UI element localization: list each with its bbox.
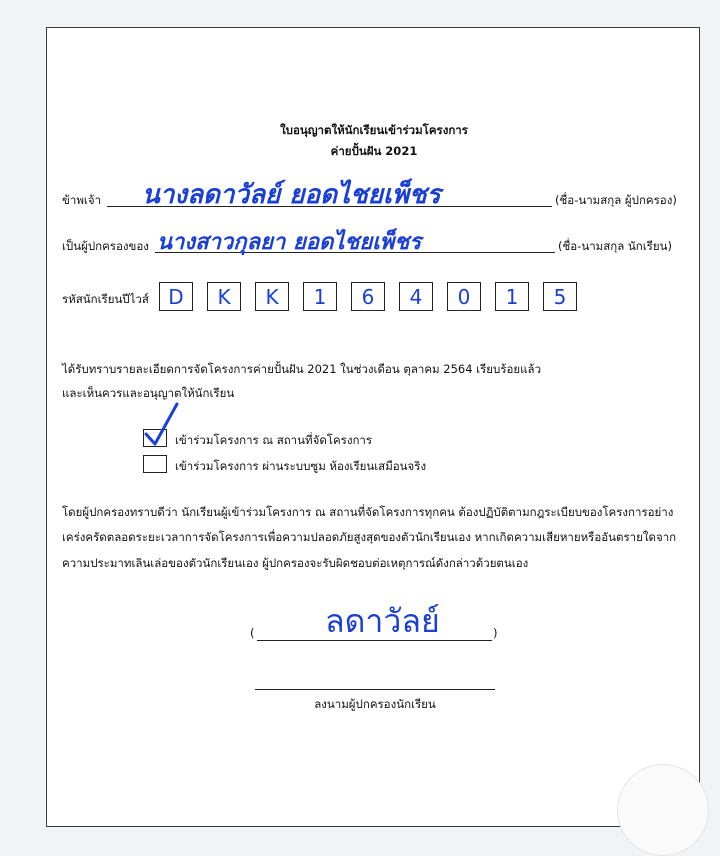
signature-caption: ลงนามผู้ปกครองนักเรียน (314, 697, 436, 711)
code-box-9: 5 (543, 282, 577, 311)
signature-open-paren: ( (250, 626, 255, 640)
floating-action-button[interactable] (617, 764, 709, 856)
student-suffix-label: (ชื่อ-นามสกุล นักเรียน) (558, 239, 672, 253)
onsite-option-label: เข้าร่วมโครงการ ณ สถานที่จัดโครงการ (175, 433, 373, 447)
ack-line-2: และเห็นควรและอนุญาตให้นักเรียน (62, 386, 235, 400)
document-page (46, 27, 700, 827)
document-title: ใบอนุญาตให้นักเรียนเข้าร่วมโครงการ (280, 123, 468, 137)
code-box-5: 6 (351, 282, 385, 311)
code-box-7: 0 (447, 282, 481, 311)
student-handwritten-name: นางสาวกุลยา ยอดไชยเพ็ชร (157, 230, 422, 255)
code-box-3: K (255, 282, 289, 311)
code-box-6: 4 (399, 282, 433, 311)
terms-line-1: โดยผู้ปกครองทราบดีว่า นักเรียนผู้เข้าร่วมโครงการ ณ สถานที่จัดโครงการทุกคน ต้องปฏิบัติตามกฎระเบียบของโครงการอย่าง (62, 505, 674, 519)
signature-caption-line (255, 689, 495, 690)
signature-close-paren: ) (493, 626, 498, 640)
code-box-1: D (159, 282, 193, 311)
guardian-prefix-label: ข้าพเจ้า (62, 193, 102, 207)
ack-line-1: ได้รับทราบรายละเอียดการจัดโครงการค่ายปั้นฝัน 2021 ในช่วงเดือน ตุลาคม 2564 เรียบร้อยแล้ว (62, 362, 542, 376)
student-code-label: รหัสนักเรียนปีไวส์ (62, 292, 149, 306)
terms-line-3: ความประมาทเลินเล่อของตัวนักเรียนเอง ผู้ปกครองจะรับผิดชอบต่อเหตุการณ์ดังกล่าวด้วยตนเอง (62, 556, 529, 570)
code-box-4: 1 (303, 282, 337, 311)
online-option-label: เข้าร่วมโครงการ ผ่านระบบซูม ห้องเรียนเสมือนจริง (175, 459, 427, 473)
online-checkbox[interactable] (143, 455, 167, 473)
document-subtitle: ค่ายปั้นฝัน 2021 (330, 144, 418, 158)
guardian-signature: ลดาวัลย์ (325, 602, 440, 640)
guardian-suffix-label: (ชื่อ-นามสกุล ผู้ปกครอง) (555, 193, 677, 207)
code-box-8: 1 (495, 282, 529, 311)
student-prefix-label: เป็นผู้ปกครองของ (62, 239, 149, 253)
guardian-handwritten-name: นางลดาวัลย์ ยอดไชยเพ็ชร (142, 180, 441, 210)
code-box-2: K (207, 282, 241, 311)
terms-line-2: เคร่งครัดตลอดระยะเวลาการจัดโครงการเพื่อความปลอดภัยสูงสุดของตัวนักเรียนเอง หากเกิดความเสียหายหรืออันตรายใดจาก (62, 530, 677, 544)
